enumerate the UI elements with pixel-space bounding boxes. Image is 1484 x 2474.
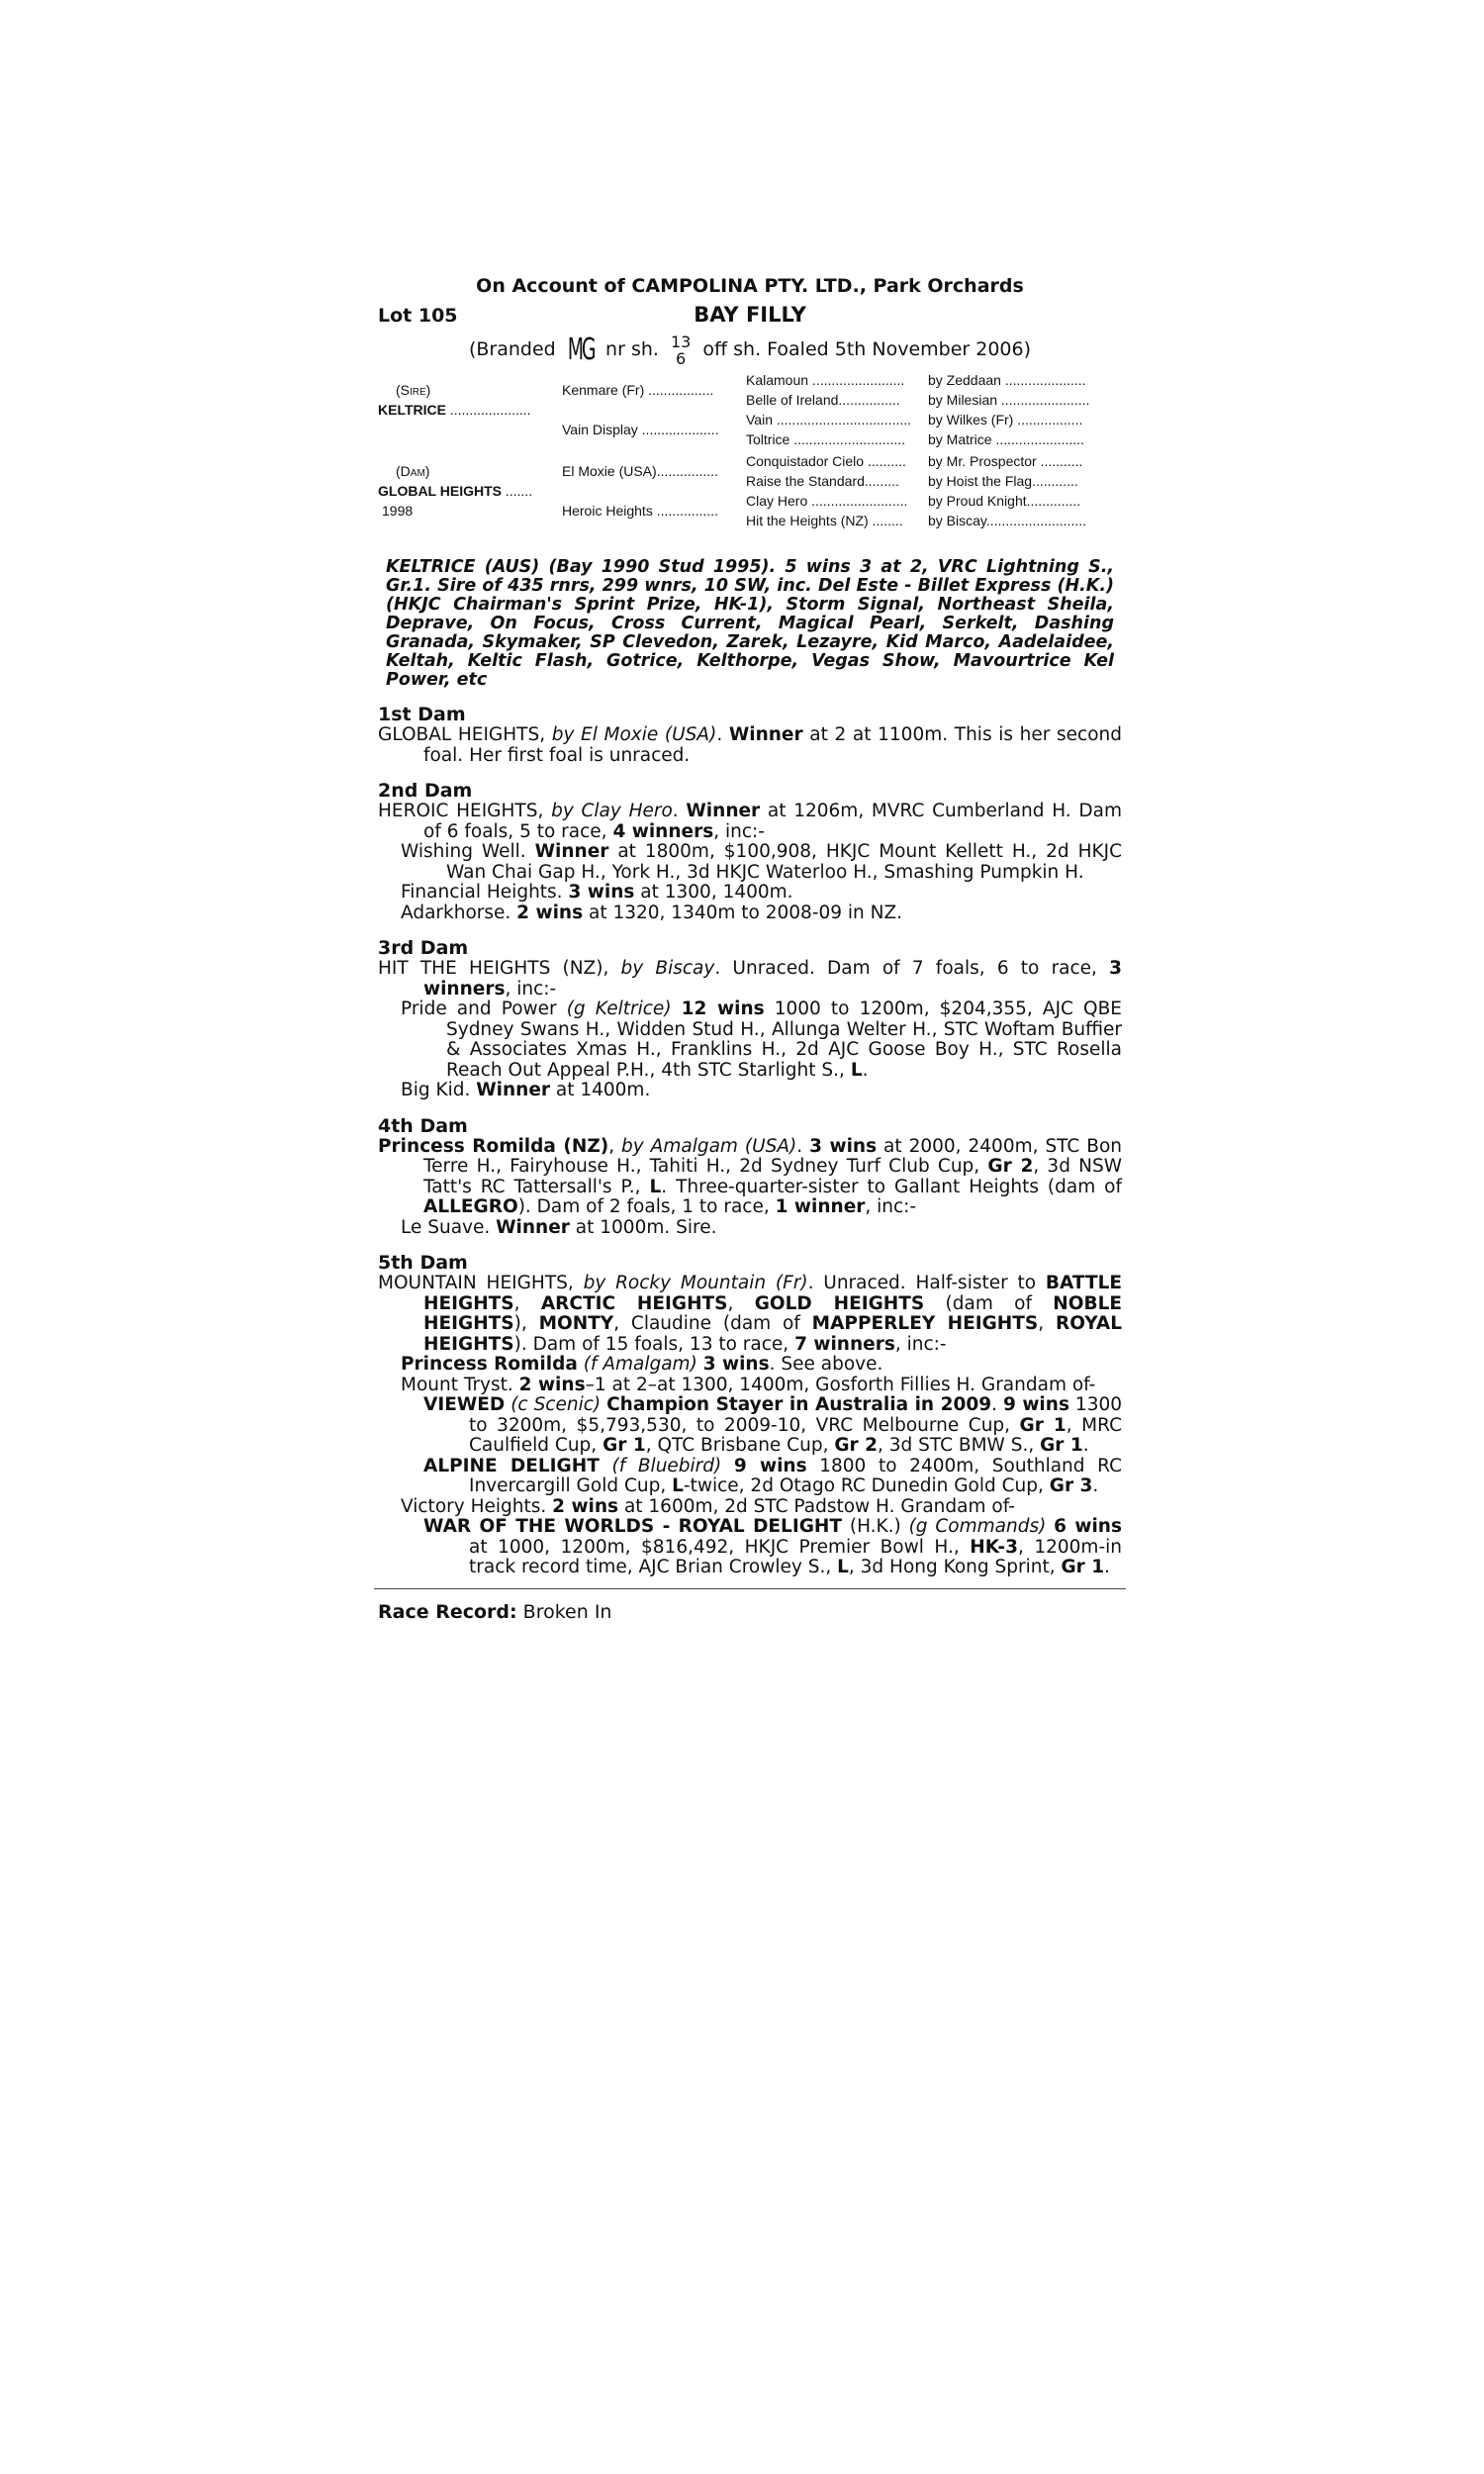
- dam-name: GLOBAL HEIGHTS .......: [378, 483, 533, 499]
- section-heading: 5th Dam: [378, 1252, 468, 1274]
- progeny-entry: Adarkhorse. 2 wins at 1320, 1340m to 2008-09 in NZ.: [401, 902, 903, 923]
- section-heading: 4th Dam: [378, 1114, 468, 1137]
- first-dam-section: [378, 704, 1122, 766]
- progeny-entry: Big Kid. Winner at 1400m.: [401, 1080, 651, 1100]
- dam-paragraph: GLOBAL HEIGHTS, by El Moxie (USA). Winner at 2 at 1100m. This is her second foal. Her first foal is unraced.: [378, 724, 1122, 766]
- sire-sire: Kenmare (Fr) .................: [562, 382, 714, 398]
- grandchild-entry: WAR OF THE WORLDS - ROYAL DELIGHT (H.K.) (g Commands) 6 wins at 1000, 1200m, $816,492, HKJC Premier Bowl H., HK-3, 1200m-in track record time, AJC Brian Crowley S., L, 3d Hong Kong Sprint, Gr 1.: [423, 1516, 1122, 1577]
- dam-dam: Heroic Heights ................: [562, 503, 718, 519]
- brand-mark: MG: [567, 333, 595, 367]
- sire-summary: KELTRICE (AUS) (Bay 1990 Stud 1995). 5 wins 3 at 2, VRC Lightning S., Gr.1. Sire of 435 rnrs, 299 wnrs, 10 SW, inc. Del Este - Billet Express (H.K.) (HKJC Chairman's Sprint Prize, HK-1), Storm Signal, Northeast Sheila, Deprave, On Focus, Cross Current, Magical Pearl, Serkelt, Dashing Granada, Skymaker, SP Clevedon, Zarek, Lezayre, Kid Marco, Aadelaidee, Keltah, Keltic Flash, Gotrice, Kelthorpe, Vegas Show, Mavourtrice Kel Power, etc: [386, 557, 1114, 690]
- gen4-7: by Proud Knight..............: [928, 493, 1081, 509]
- gen3-6: Raise the Standard.........: [746, 473, 899, 489]
- gen4-2: by Milesian .......................: [928, 392, 1090, 408]
- pedigree-table: [378, 372, 1122, 542]
- gen3-5: Conquistador Cielo ..........: [746, 453, 906, 469]
- brand-line: (Branded MG nr sh. 13 6 off sh. Foaled 5th November 2006): [468, 332, 1032, 368]
- gen3-8: Hit the Heights (NZ) ........: [746, 513, 903, 528]
- vendor-line: On Account of CAMPOLINA PTY. LTD., Park Orchards: [476, 275, 1024, 297]
- fourth-dam-section: [378, 1115, 1122, 1239]
- grandchild-entry: ALPINE DELIGHT (f Bluebird) 9 wins 1800 to 2400m, Southland RC Invercargill Gold Cup, L-twice, 2d Otago RC Dunedin Gold Cup, Gr 3.: [423, 1455, 1123, 1496]
- gen4-6: by Hoist the Flag............: [928, 473, 1078, 489]
- dam-sire: El Moxie (USA)................: [562, 463, 718, 479]
- dam-paragraph: Princess Romilda (NZ), by Amalgam (USA). 3 wins at 2000, 2400m, STC Bon Terre H., Fairyhouse H., Tahiti H., 2d Sydney Turf Club Cup, Gr 2, 3d NSW Tatt's RC Tattersall's P., L. Three-quarter-sister to Gallant Heights (dam of ALLEGRO). Dam of 2 foals, 1 to race, 1 winner, inc:-: [378, 1135, 1123, 1217]
- gen4-4: by Matrice .......................: [928, 431, 1084, 447]
- dam-paragraph: MOUNTAIN HEIGHTS, by Rocky Mountain (Fr). Unraced. Half-sister to BATTLE HEIGHTS, ARCTIC HEIGHTS, GOLD HEIGHTS (dam of NOBLE HEIGHTS), MONTY, Claudine (dam of MAPPERLEY HEIGHTS, ROYAL HEIGHTS). Dam of 15 foals, 13 to race, 7 winners, inc:-: [378, 1273, 1123, 1355]
- section-heading: 2nd Dam: [378, 780, 473, 802]
- gen4-3: by Wilkes (Fr) .................: [928, 412, 1083, 428]
- race-record: Race Record: Broken In: [378, 1600, 612, 1623]
- grandchild-entry: VIEWED (c Scenic) Champion Stayer in Australia in 2009. 9 wins 1300 to 3200m, $5,793,530, to 2009-10, VRC Melbourne Cup, Gr 1, MRC Caulfield Cup, Gr 1, QTC Brisbane Cup, Gr 2, 3d STC BMW S., Gr 1.: [423, 1394, 1123, 1456]
- gen4-1: by Zeddaan .....................: [928, 372, 1086, 388]
- sire-name: KELTRICE .....................: [378, 402, 531, 418]
- brand-number: 13 6: [670, 332, 692, 368]
- sire-label: (Sire): [396, 382, 431, 398]
- second-dam-section: [378, 780, 1122, 923]
- lot-number: Lot 105: [378, 305, 458, 327]
- dam-label: (Dam): [396, 463, 430, 479]
- dam-year: 1998: [382, 503, 414, 519]
- section-heading: 3rd Dam: [378, 937, 469, 959]
- lot-row: [378, 303, 1122, 333]
- gen3-7: Clay Hero .........................: [746, 493, 908, 509]
- divider: [374, 1588, 1126, 1589]
- horse-description: BAY FILLY: [694, 303, 806, 327]
- progeny-entry: Pride and Power (g Keltrice) 12 wins 1000 to 1200m, $204,355, AJC QBE Sydney Swans H., Widden Stud H., Allunga Welter H., STC Woftam Buffier & Associates Xmas H., Franklins H., 2d AJC Goose Boy H., STC Rosella Reach Out Appeal P.H., 4th STC Starlight S., L.: [401, 999, 1122, 1081]
- sire-dam: Vain Display ....................: [562, 422, 719, 437]
- progeny-entry: Victory Heights. 2 wins at 1600m, 2d STC Padstow H. Grandam of-: [401, 1495, 1015, 1517]
- progeny-entry: Princess Romilda (f Amalgam) 3 wins. See above.: [401, 1354, 883, 1375]
- gen4-5: by Mr. Prospector ...........: [928, 453, 1083, 469]
- progeny-entry: Le Suave. Winner at 1000m. Sire.: [401, 1216, 717, 1238]
- progeny-entry: Financial Heights. 3 wins at 1300, 1400m.: [401, 882, 793, 903]
- third-dam-section: [378, 937, 1122, 1101]
- gen3-1: Kalamoun ........................: [746, 372, 905, 388]
- section-heading: 1st Dam: [378, 704, 466, 725]
- progeny-entry: Mount Tryst. 2 wins–1 at 2–at 1300, 1400m, Gosforth Fillies H. Grandam of-: [401, 1374, 1096, 1395]
- catalogue-page: [378, 275, 1122, 1623]
- dam-paragraph: HEROIC HEIGHTS, by Clay Hero. Winner at 1206m, MVRC Cumberland H. Dam of 6 foals, 5 to race, 4 winners, inc:-: [378, 801, 1122, 842]
- gen3-3: Vain ...................................: [746, 412, 912, 428]
- gen3-4: Toltrice .............................: [746, 431, 906, 447]
- gen3-2: Belle of Ireland................: [746, 392, 900, 408]
- dam-paragraph: HIT THE HEIGHTS (NZ), by Biscay. Unraced. Dam of 7 foals, 6 to race, 3 winners, inc:-: [378, 958, 1123, 999]
- gen4-8: by Biscay..........................: [928, 513, 1087, 528]
- progeny-entry: Wishing Well. Winner at 1800m, $100,908, HKJC Mount Kellett H., 2d HKJC Wan Chai Gap H., York H., 3d HKJC Waterloo H., Smashing Pumpkin H.: [401, 841, 1122, 883]
- fifth-dam-section: [378, 1252, 1122, 1578]
